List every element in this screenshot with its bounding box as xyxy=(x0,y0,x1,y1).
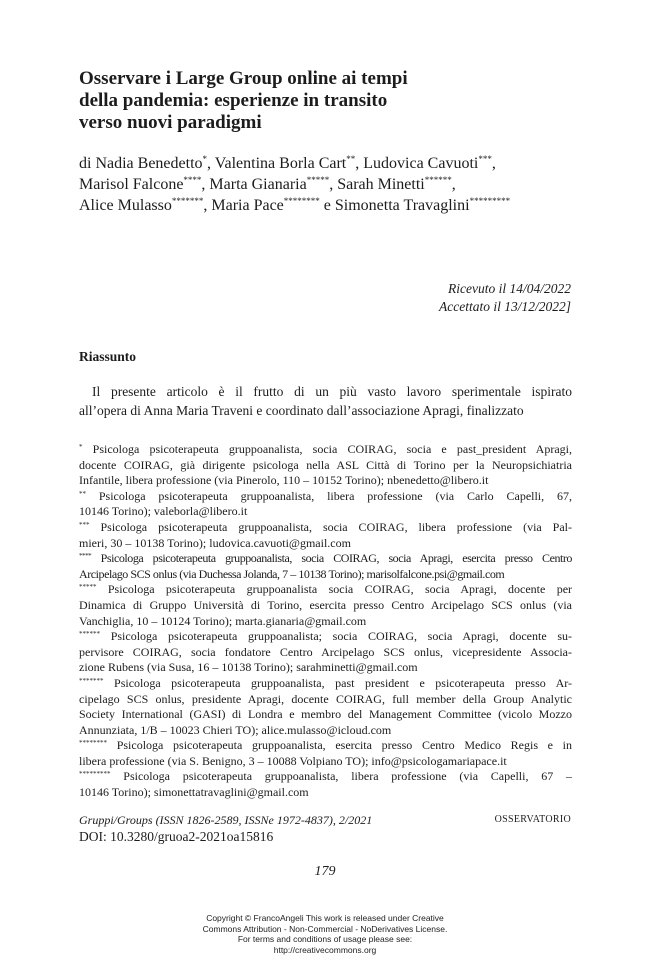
footnote xyxy=(79,629,572,676)
copyright-link[interactable]: http://creativecommons.org xyxy=(273,944,377,955)
footnote-marker: ********* xyxy=(469,196,511,206)
title-line: verso nuovi paradigmi xyxy=(79,112,262,133)
footnote-text: Psicologa psicoterapeuta gruppoanalista, socia COIRAG, socia Apragi, esercita presso Centro xyxy=(100,551,572,566)
title-line: Osservare i Large Group online ai tempi xyxy=(79,68,408,89)
footnote-marker: ********* xyxy=(79,770,111,779)
footnote-text: Psicologa psicoterapeuta gruppoanalista, esercita presso Centro Medico Regis e in xyxy=(116,738,572,753)
footnote-text: Psicologa psicoterapeuta gruppoanalista, socia COIRAG, socia e past_president Apragi, xyxy=(92,442,572,456)
footnote-text: Psicologa psicoterapeuta gruppoanalista, libera professione (via Capelli, 67 – xyxy=(123,769,573,784)
footnote-text: 10146 Torino); simonettatravaglini@gmail.com xyxy=(79,785,309,800)
footnote-marker: * xyxy=(202,154,208,164)
abstract-line: Il presente articolo è il frutto di un più vasto lavoro sperimentale ispirato xyxy=(92,384,572,399)
footnote-marker: ****** xyxy=(424,175,452,185)
author-list xyxy=(79,153,579,216)
article-title xyxy=(79,68,499,134)
footnote-marker: ** xyxy=(79,489,86,498)
title-line: della pandemia: esperienze in transito xyxy=(79,90,388,111)
copyright-line: Commons Attribution - Non-Commercial - NoDerivatives License. xyxy=(202,923,448,934)
footnote-text: libera professione (via S. Benigno, 3 – 10088 Volpiano TO); info@psicologamariapace.it xyxy=(79,753,507,768)
footnote xyxy=(79,676,572,738)
journal-citation: Gruppi/Groups (ISSN 1826-2589, ISSNe 1972-4837), 2/2021 xyxy=(79,813,373,827)
footnote-text: pervisore COIRAG, socia fondatore Centro Arcipelago SCS onlus, vicepresidente Associa- xyxy=(79,644,572,659)
abstract-line: all’opera di Anna Maria Traveni e coordinato dall’associazione Apragi, finalizzato xyxy=(79,403,524,418)
copyright-notice xyxy=(0,913,650,955)
footnote-text: Annunziata, 1/B – 10023 Chieri TO); alice.mulasso@icloud.com xyxy=(79,722,392,737)
footnote-text: Psicologa psicoterapeuta gruppoanalista, past president e psicoterapeuta presso Ar- xyxy=(114,675,573,690)
footnote-marker: * xyxy=(79,443,83,451)
doi: DOI: 10.3280/gruoa2-2021oa15816 xyxy=(79,829,274,844)
footnote-marker: *** xyxy=(79,520,90,529)
footnote-marker: ****** xyxy=(79,630,100,639)
footnote-text: Dinamica di Gruppo Università di Torino, esercita presso Centro Arcipelago SCS onlus (via xyxy=(79,597,572,612)
section-label: OSSERVATORIO xyxy=(494,814,571,825)
punctuation: , xyxy=(451,176,456,193)
footnote-text: mieri, 30 – 10138 Torino); ludovica.cavuoti@gmail.com xyxy=(79,535,351,550)
footnote xyxy=(79,442,572,489)
author-name: Alice Mulasso xyxy=(79,197,172,214)
abstract-body xyxy=(79,382,572,420)
footnote-marker: ***** xyxy=(306,175,330,185)
footnote-marker: ******** xyxy=(283,196,320,206)
accepted-date: Accettato il 13/12/2022] xyxy=(439,299,571,314)
footnote-text: cipelago SCS onlus, presidente Apragi, docente COIRAG, full member della Group Analytic xyxy=(79,691,572,706)
received-date: Ricevuto il 14/04/2022 xyxy=(448,281,571,296)
footnote xyxy=(79,738,572,769)
author-name: , Sarah Minetti xyxy=(329,176,425,193)
author-line xyxy=(79,153,579,174)
submission-dates xyxy=(439,280,571,316)
footnote-text: Psicologa psicoterapeuta gruppoanalista; socia COIRAG, socia Apragi, docente su- xyxy=(110,629,573,644)
footnote-text: zione Rubens (via Susa, 16 – 10138 Torino); sarahminetti@gmail.com xyxy=(79,660,418,675)
footnote-text: Vanchiglia, 10 – 10124 Torino); marta.gianaria@gmail.com xyxy=(79,613,367,628)
author-name: di Nadia Benedetto xyxy=(79,155,203,172)
author-name: , Maria Pace xyxy=(203,197,284,214)
page-number: 179 xyxy=(314,864,336,879)
footnote-text: Society International (GASI) di Londra e membro del Management Committee (vicolo Mozzo xyxy=(79,707,572,722)
footnote xyxy=(79,582,572,629)
punctuation: , xyxy=(491,155,496,172)
footnote-text: Psicologa psicoterapeuta gruppoanalista, socia COIRAG, libera professione (via Pal- xyxy=(100,519,573,534)
footnote-marker: **** xyxy=(79,552,92,561)
copyright-line: Copyright © FrancoAngeli This work is released under Creative xyxy=(206,913,444,923)
footnote-text: 10146 Torino); valeborla@libero.it xyxy=(79,504,248,519)
author-name: , Valentina Borla Cart xyxy=(207,155,347,172)
footnote-text: Psicologa psicoterapeuta gruppoanalista, libera professione (via Carlo Capelli, 67, xyxy=(98,488,573,503)
footnote-text: docente COIRAG, già dirigente psicologa nella ASL Città di Torino per la Neuropsichiatria xyxy=(79,457,572,472)
abstract-heading: Riassunto xyxy=(79,349,137,364)
footnote xyxy=(79,769,572,800)
footnote-marker: ******* xyxy=(171,196,204,206)
footnote-marker: *** xyxy=(478,154,492,164)
footnote xyxy=(79,551,572,582)
author-name: , Ludovica Cavuoti xyxy=(355,155,479,172)
footnote-text: Arcipelago SCS onlus (via Duchessa Jolanda, 7 – 10138 Torino); marisolfalcone.psi@gmail.com xyxy=(79,566,505,581)
footnote-marker: **** xyxy=(183,175,202,185)
author-line xyxy=(79,174,579,195)
author-line xyxy=(79,195,579,216)
footnote-text: Infantile, libera professione (via Pinerolo, 110 – 10152 Torino); nbenedetto@libero.it xyxy=(79,473,489,488)
footnote-marker: ***** xyxy=(79,583,97,592)
footnote xyxy=(79,520,572,551)
author-name: Marisol Falcone xyxy=(79,176,184,193)
footnote-marker: ******* xyxy=(79,676,104,685)
footnote-marker: ******** xyxy=(79,739,107,748)
author-name: , Marta Gianaria xyxy=(201,176,307,193)
footnote xyxy=(79,489,572,520)
copyright-line: For terms and conditions of usage please see: xyxy=(237,934,413,944)
footnotes xyxy=(79,442,572,801)
footnote-text: Psicologa psicoterapeuta gruppoanalista socia COIRAG, socia Apragi, docente per xyxy=(107,582,573,597)
footnote-marker: ** xyxy=(346,154,356,164)
author-name: e Simonetta Travaglini xyxy=(319,197,470,214)
